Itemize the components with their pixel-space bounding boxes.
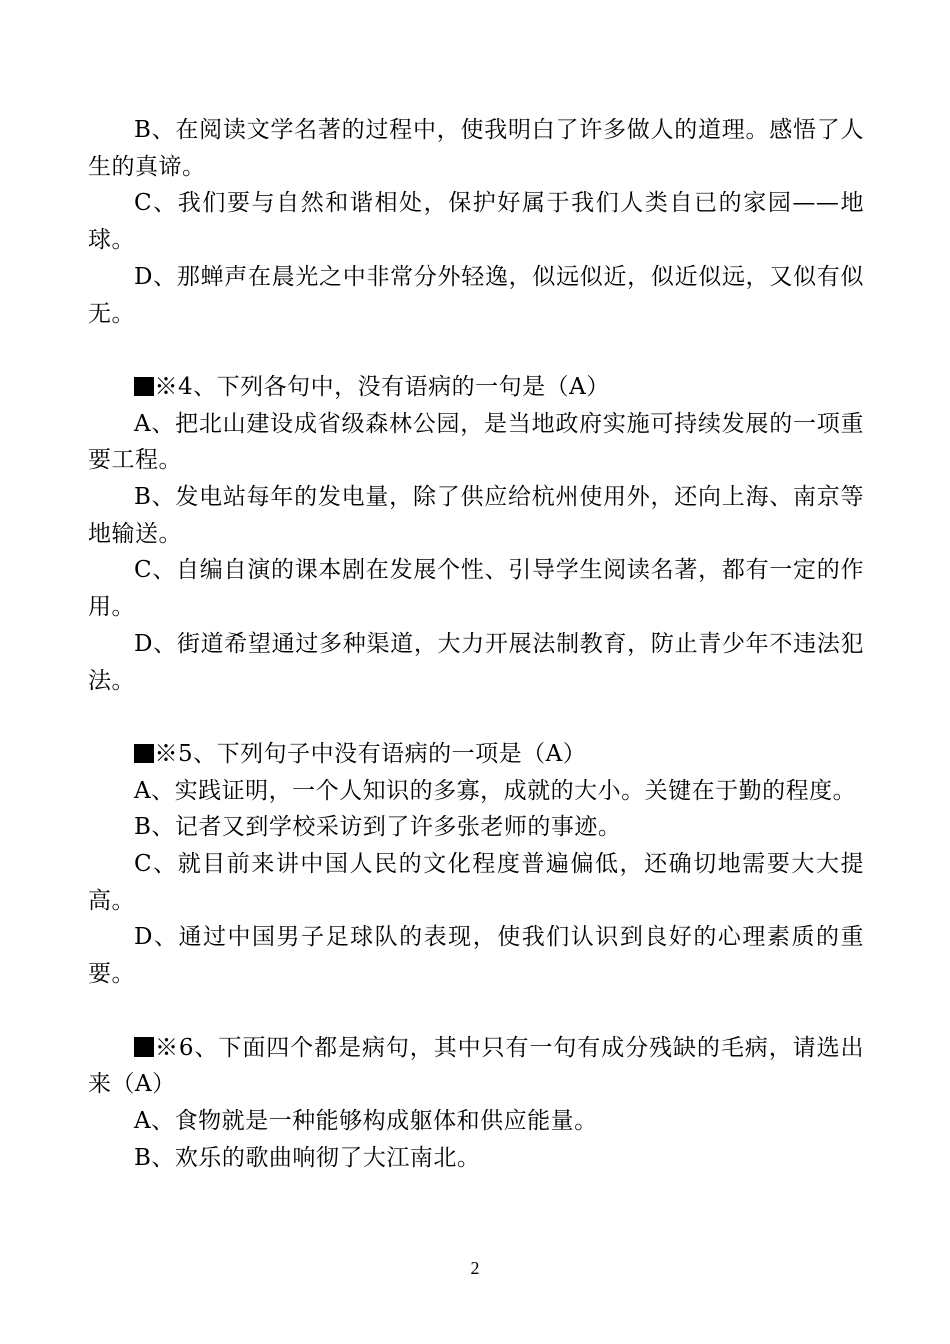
black-square-icon xyxy=(134,377,154,397)
q6-stem xyxy=(88,1030,864,1103)
q6-option-b: B、欢乐的歌曲响彻了大江南北。 xyxy=(134,1144,481,1171)
q3-option-d: D、那蝉声在晨光之中非常分外轻逸，似远似近，似近似远，又似有似无。 xyxy=(88,263,864,327)
spacer xyxy=(88,332,864,369)
q5-stem xyxy=(88,736,864,773)
q5-option-a: A、实践证明，一个人知识的多寡，成就的大小。关键在于勤的程度。 xyxy=(134,777,857,804)
q3-option-b: B、在阅读文学名著的过程中，使我明白了许多做人的道理。感悟了人生的真谛。 xyxy=(88,117,864,180)
black-square-icon xyxy=(134,1037,154,1057)
q4-option-d: D、街道希望通过多种渠道，大力开展法制教育，防止青少年不违法犯法。 xyxy=(88,630,864,694)
document-body xyxy=(88,112,864,1176)
q5-option-c: C、就目前来讲中国人民的文化程度普遍偏低，还确切地需要大大提高。 xyxy=(88,851,864,914)
spacer xyxy=(88,993,864,1030)
q4-stem-text: ※4、下列各句中，没有语病的一句是（A） xyxy=(154,373,610,400)
q4-option-c: C、自编自演的课本剧在发展个性、引导学生阅读名著，都有一定的作用。 xyxy=(88,557,864,621)
black-square-icon xyxy=(134,744,154,764)
q4-option-a: A、把北山建设成省级森林公园，是当地政府实施可持续发展的一项重要工程。 xyxy=(88,410,864,474)
q5-option-d: D、通过中国男子足球队的表现，使我们认识到良好的心理素质的重要。 xyxy=(88,924,864,988)
q4-stem xyxy=(88,369,864,406)
q6-option-a: A、食物就是一种能够构成躯体和供应能量。 xyxy=(134,1107,598,1134)
q4-option-b: B、发电站每年的发电量，除了供应给杭州使用外，还向上海、南京等地输送。 xyxy=(88,484,864,547)
q5-stem-text: ※5、下列句子中没有语病的一项是（A） xyxy=(154,740,587,767)
q6-stem-text: ※6、下面四个都是病句，其中只有一句有成分残缺的毛病，请选出来（A） xyxy=(88,1034,864,1098)
page-number: 2 xyxy=(470,1258,480,1278)
q5-option-b: B、记者又到学校采访到了许多张老师的事迹。 xyxy=(134,814,622,841)
spacer xyxy=(88,699,864,736)
q3-option-c: C、我们要与自然和谐相处，保护好属于我们人类自已的家园——地球。 xyxy=(88,190,864,254)
